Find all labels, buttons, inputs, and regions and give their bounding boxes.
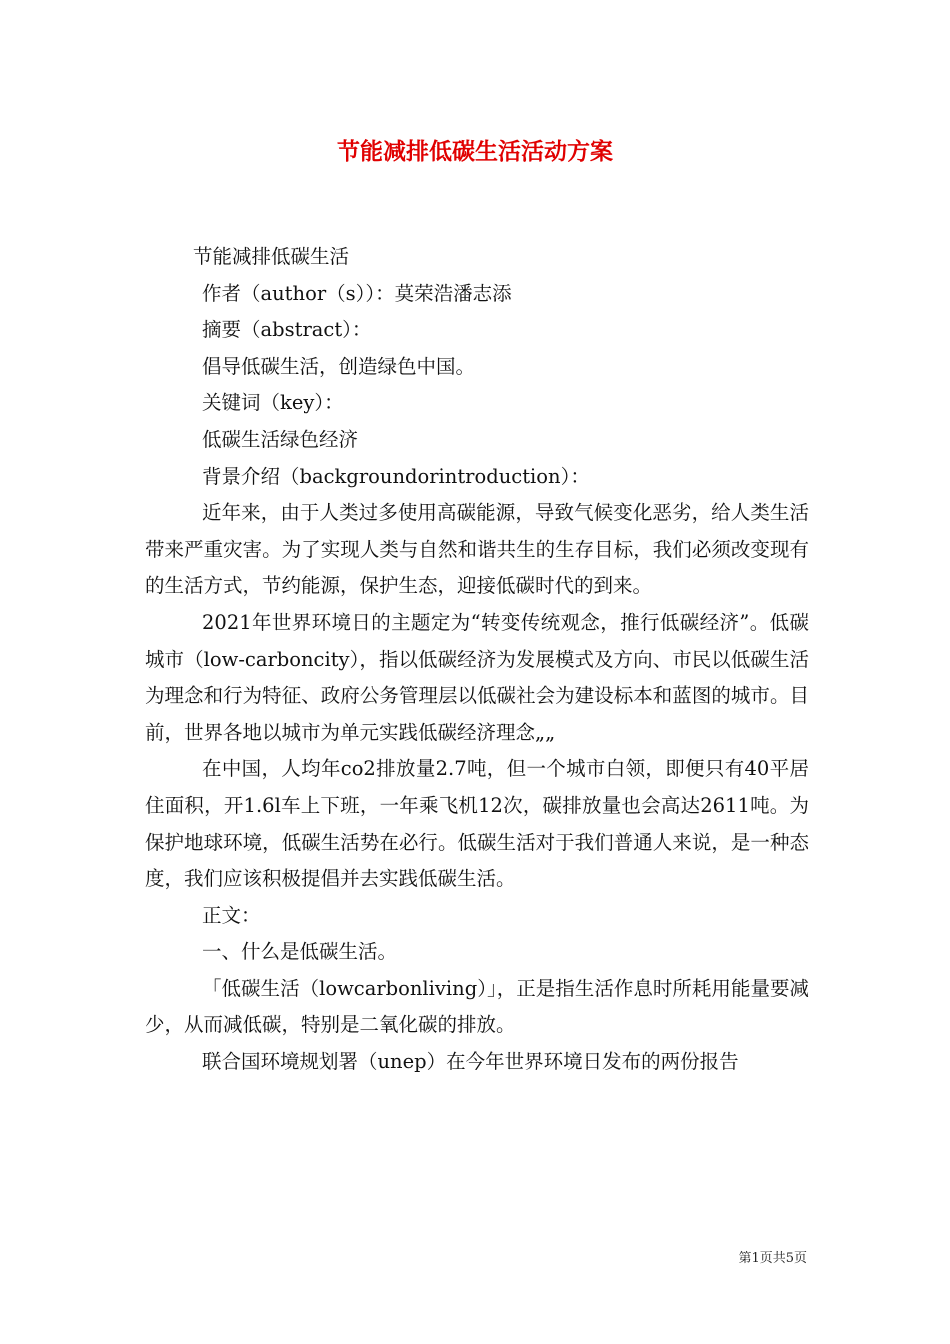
author-paragraph: 作者（author（s））：莫荣浩潘志添: [202, 281, 512, 305]
document-body: [145, 239, 809, 1081]
abstract-paragraph: 倡导低碳生活，创造绿色中国。: [202, 354, 476, 378]
page-number: 第1页共5页: [738, 1251, 807, 1266]
subtitle-paragraph: 节能减排低碳生活: [193, 245, 350, 268]
unep-paragraph: 联合国环境规划署（unep）在今年世界环境日发布的两份报告: [202, 1050, 739, 1074]
keywords-heading: 关键词（key）：: [202, 391, 344, 415]
document-title: 节能减排低碳生活活动方案: [337, 138, 613, 165]
background-paragraph-2: 2021年世界环境日的主题定为“转变传统观念，推行低碳经济”。低碳城市（low-carboncity），指以低碳经济为发展模式及方向、市民以低碳生活为理念和行为特征、政府公务管理层以低碳社会为建设标本和蓝图的城市。目前，世界各地以城市为单元实践低碳经济理念„„: [145, 610, 809, 744]
keywords-paragraph: 低碳生活绿色经济: [202, 427, 359, 451]
background-paragraph-3: 在中国，人均年co2排放量2.7吨，但一个城市白领，即便只有40平居住面积，开1.6l车上下班，一年乘飞机12次，碳排放量也会高达2611吨。为保护地球环境，低碳生活势在必行。低碳生活对于我们普通人来说，是一种态度，我们应该积极提倡并去实践低碳生活。: [145, 757, 809, 891]
background-paragraph-1: 近年来，由于人类过多使用高碳能源，导致气候变化恶劣，给人类生活带来严重灾害。为了实现人类与自然和谐共生的生存目标，我们必须改变现有的生活方式，节约能源，保护生态，迎接低碳时代的到来。: [145, 501, 809, 598]
background-heading: 背景介绍（backgroundorintroduction）：: [202, 464, 590, 488]
definition-paragraph: 「低碳生活（lowcarbonliving）」，正是指生活作息时所耗用能量要减少，从而减低碳，特别是二氧化碳的排放。: [145, 976, 809, 1037]
section-heading-1: 一、什么是低碳生活。: [202, 940, 398, 964]
main-text-heading: 正文：: [202, 903, 261, 927]
abstract-heading: 摘要（abstract）：: [202, 318, 372, 342]
